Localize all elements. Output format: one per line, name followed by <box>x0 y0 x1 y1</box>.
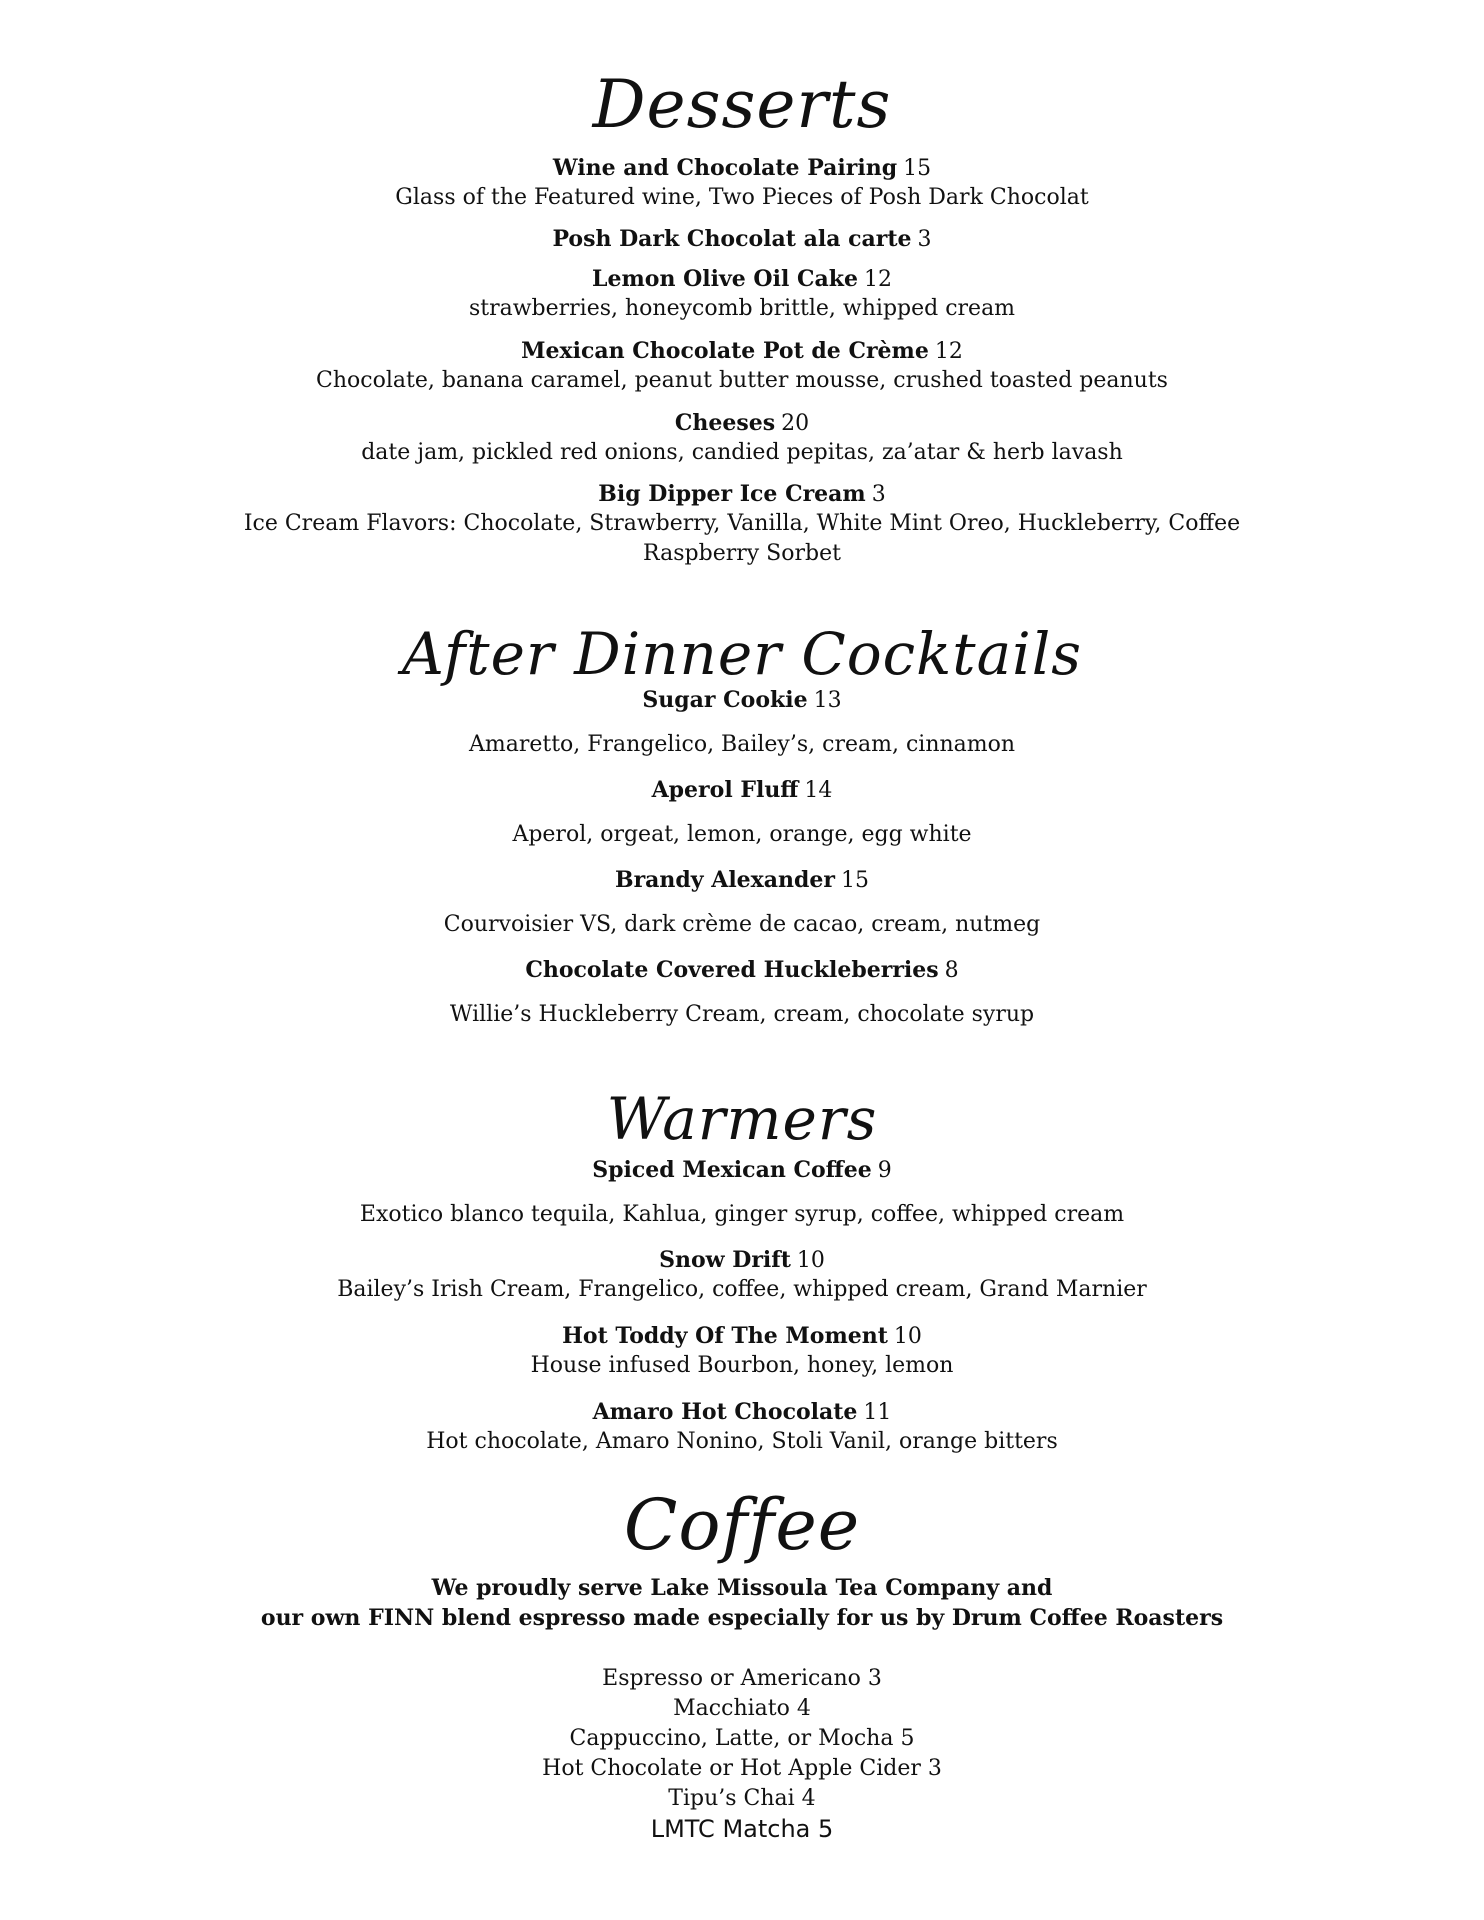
item-price: 12 <box>934 339 963 364</box>
menu-item-title <box>0 955 1484 986</box>
item-name: Sugar Cookie <box>642 687 808 713</box>
item-name: Wine and Chocolate Pairing <box>552 155 898 181</box>
coffee-item: Tipu’s Chai 4 <box>668 1786 816 1811</box>
item-price: 20 <box>781 411 810 436</box>
item-name: Hot Toddy Of The Moment <box>562 1323 888 1349</box>
item-price: 15 <box>903 156 932 181</box>
item-description: Courvoisier VS, dark crème de cacao, cream, nutmeg <box>443 912 1041 937</box>
item-name: Snow Drift <box>659 1247 791 1273</box>
cocktails-heading: After Dinner Cocktails <box>401 620 1083 688</box>
item-price: 8 <box>944 958 959 983</box>
menu-item-title <box>0 1397 1484 1428</box>
coffee-item: Cappuccino, Latte, or Mocha 5 <box>569 1726 915 1751</box>
item-name: Cheeses <box>674 410 776 436</box>
item-description: Hot chocolate, Amaro Nonino, Stoli Vanil, orange bitters <box>426 1429 1058 1454</box>
menu-item-title <box>0 408 1484 439</box>
item-description: Amaretto, Frangelico, Bailey’s, cream, cinnamon <box>468 732 1016 757</box>
item-description: Chocolate, banana caramel, peanut butter mousse, crushed toasted peanuts <box>316 368 1168 393</box>
item-price: 10 <box>893 1324 922 1349</box>
menu-item-title <box>0 479 1484 510</box>
menu-item-title <box>0 865 1484 896</box>
menu-item-title <box>0 224 1484 255</box>
item-name: Chocolate Covered Huckleberries <box>525 957 939 983</box>
item-name: Amaro Hot Chocolate <box>592 1399 858 1425</box>
item-price: 14 <box>804 778 833 803</box>
coffee-item: Espresso or Americano 3 <box>602 1666 882 1691</box>
menu-item-title <box>0 336 1484 367</box>
warmers-heading: Warmers <box>606 1085 878 1153</box>
menu-item-title <box>0 1155 1484 1186</box>
item-description: Ice Cream Flavors: Chocolate, Strawberry, Vanilla, White Mint Oreo, Huckleberry, Coffee <box>243 511 1241 536</box>
item-description: Raspberry Sorbet <box>643 541 841 566</box>
coffee-item: Hot Chocolate or Hot Apple Cider 3 <box>542 1756 942 1781</box>
item-description: Aperol, orgeat, lemon, orange, egg white <box>512 822 972 847</box>
item-name: Spiced Mexican Coffee <box>592 1157 872 1183</box>
coffee-heading: Coffee <box>623 1484 861 1566</box>
menu-item-title <box>0 1245 1484 1276</box>
coffee-intro: We proudly serve Lake Missoula Tea Company and <box>431 1575 1053 1601</box>
menu-item-title <box>0 775 1484 806</box>
item-price: 15 <box>841 868 870 893</box>
item-description: Willie’s Huckleberry Cream, cream, chocolate syrup <box>449 1002 1035 1027</box>
menu-item-title <box>0 264 1484 295</box>
item-description: date jam, pickled red onions, candied pepitas, za’atar & herb lavash <box>361 440 1123 465</box>
coffee-item: Macchiato 4 <box>673 1696 811 1721</box>
item-price: 10 <box>796 1248 825 1273</box>
item-description: Bailey’s Irish Cream, Frangelico, coffee, whipped cream, Grand Marnier <box>337 1277 1147 1302</box>
item-name: Aperol Fluff <box>651 777 799 803</box>
desserts-heading: Desserts <box>592 66 892 143</box>
menu-item-title <box>0 153 1484 184</box>
item-price: 13 <box>813 688 842 713</box>
item-name: Posh Dark Chocolat ala carte <box>552 226 912 252</box>
item-name: Big Dipper Ice Cream <box>598 481 866 507</box>
item-price: 3 <box>917 227 932 252</box>
menu-item-title <box>0 1321 1484 1352</box>
coffee-item: LMTC Matcha 5 <box>650 1815 834 1843</box>
item-description: Exotico blanco tequila, Kahlua, ginger syrup, coffee, whipped cream <box>359 1202 1125 1227</box>
item-price: 9 <box>877 1158 892 1183</box>
menu-item-title <box>0 685 1484 716</box>
item-price: 12 <box>863 267 892 292</box>
item-description: strawberries, honeycomb brittle, whipped cream <box>468 296 1016 321</box>
item-name: Mexican Chocolate Pot de Crème <box>521 338 929 364</box>
item-price: 11 <box>863 1400 892 1425</box>
item-price: 3 <box>871 482 886 507</box>
coffee-intro: our own FINN blend espresso made especially for us by Drum Coffee Roasters <box>260 1605 1224 1631</box>
item-name: Lemon Olive Oil Cake <box>592 266 858 292</box>
item-name: Brandy Alexander <box>614 867 836 893</box>
item-description: House infused Bourbon, honey, lemon <box>530 1353 954 1378</box>
item-description: Glass of the Featured wine, Two Pieces of Posh Dark Chocolat <box>395 185 1089 210</box>
